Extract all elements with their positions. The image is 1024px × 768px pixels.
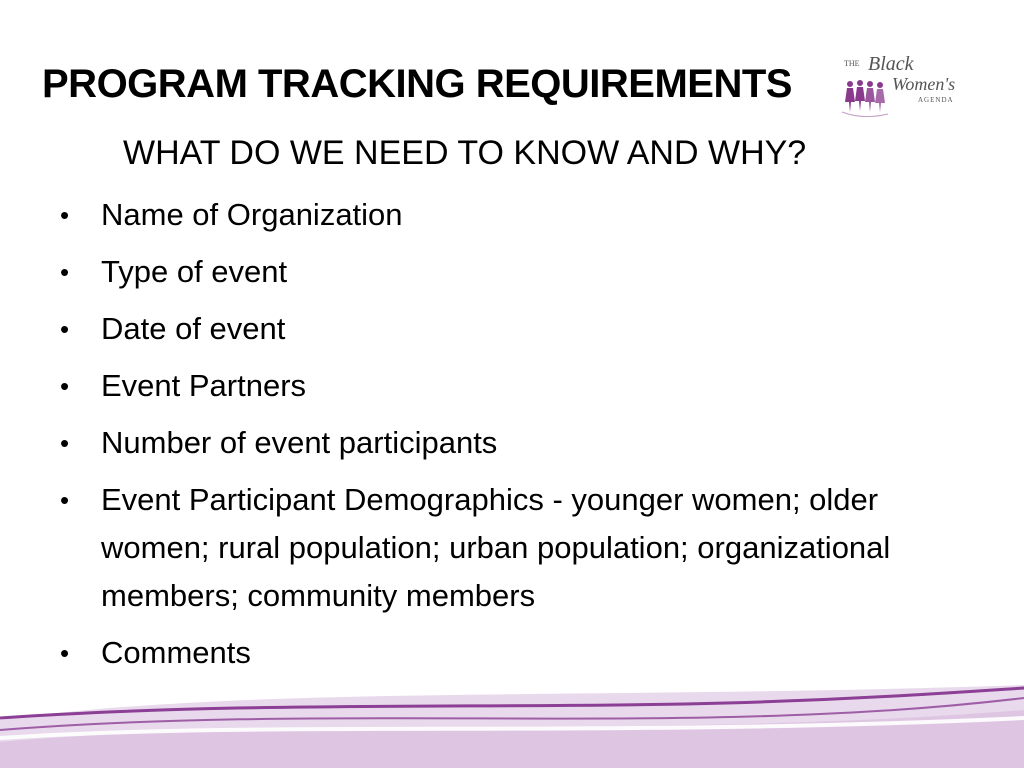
slide-subtitle: WHAT DO WE NEED TO KNOW AND WHY?	[123, 134, 807, 172]
women-silhouettes-icon	[842, 80, 888, 117]
list-item	[60, 191, 960, 239]
logo-womens-text: Women's	[892, 74, 956, 94]
bullet-icon: •	[60, 638, 70, 668]
bullet-text: Comments	[101, 635, 251, 670]
bullet-list	[60, 191, 960, 686]
list-item	[60, 305, 960, 353]
logo-the-text: THE	[844, 59, 860, 68]
bullet-text: Type of event	[101, 254, 288, 289]
bullet-icon: •	[60, 314, 70, 344]
bullet-icon: •	[60, 257, 70, 287]
list-item	[60, 248, 960, 296]
bullet-text: Name of Organization	[101, 197, 403, 232]
list-item	[60, 476, 960, 620]
list-item	[60, 362, 960, 410]
bullet-text: Event Participant Demographics - younger women; older women; rural population; urban population; organizational members; community members	[101, 482, 891, 613]
bullet-text: Number of event participants	[101, 425, 498, 460]
bullet-icon: •	[60, 200, 70, 230]
bullet-icon: •	[60, 371, 70, 401]
logo-black-text: Black	[868, 53, 914, 75]
black-womens-agenda-logo	[838, 50, 978, 120]
bullet-icon: •	[60, 428, 70, 458]
logo-agenda-text: AGENDA	[918, 96, 954, 104]
list-item	[60, 629, 960, 677]
bullet-icon: •	[60, 485, 70, 515]
slide-title: PROGRAM TRACKING REQUIREMENTS	[42, 62, 792, 106]
bullet-text: Event Partners	[101, 368, 307, 403]
decorative-wave-footer	[0, 680, 1024, 768]
list-item	[60, 419, 960, 467]
bullet-text: Date of event	[101, 311, 286, 346]
